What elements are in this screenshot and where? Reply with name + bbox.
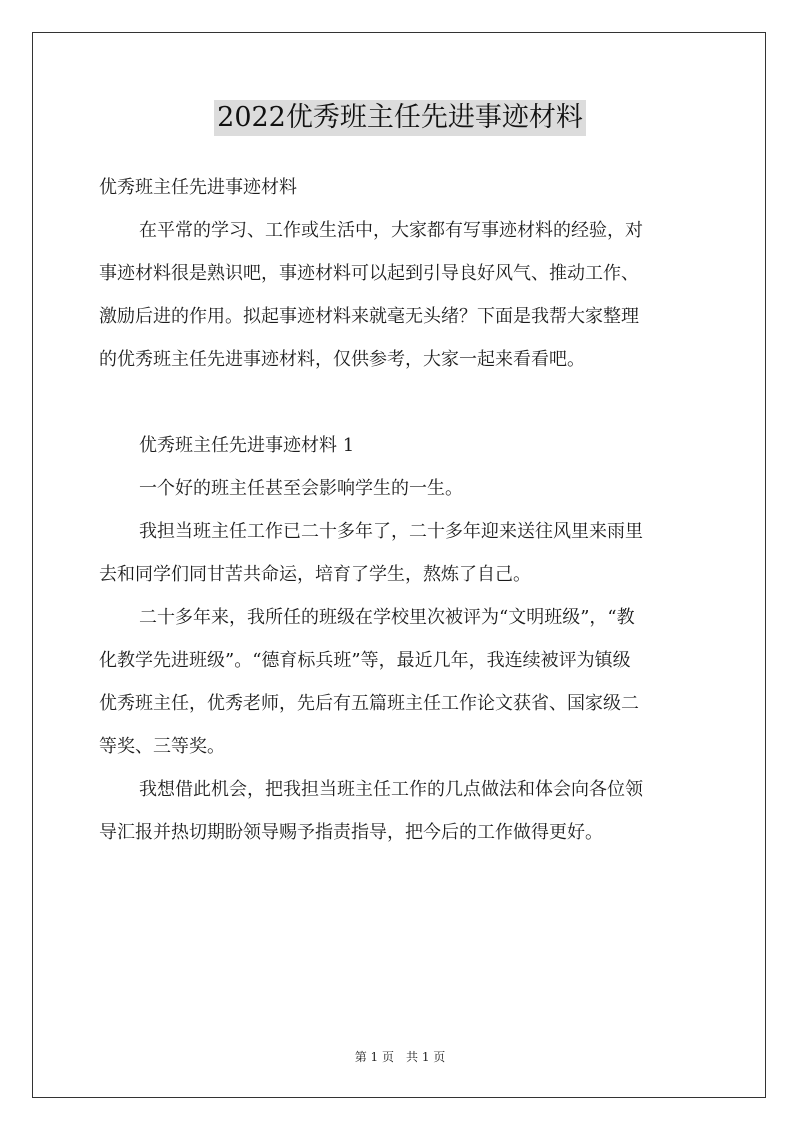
document-title: 2022优秀班主任先进事迹材料: [214, 100, 586, 136]
paragraph-line: 我想借此机会，把我担当班主任工作的几点做法和体会向各位领: [139, 779, 643, 800]
page-number: 第 1 页 共 1 页: [354, 1050, 446, 1064]
document-body: [99, 166, 703, 854]
intro-heading: 优秀班主任先进事迹材料: [99, 177, 297, 198]
paragraph-line: 的优秀班主任先进事迹材料，仅供参考，大家一起来看看吧。: [99, 349, 585, 370]
paragraph-line: 激励后进的作用。拟起事迹材料来就毫无头绪？下面是我帮大家整理: [99, 306, 639, 327]
paragraph-line: 等奖、三等奖。: [99, 736, 225, 757]
paragraph-line: 我担当班主任工作已二十多年了，二十多年迎来送往风里来雨里: [139, 521, 643, 542]
paragraph-1: 一个好的班主任甚至会影响学生的一生。: [139, 478, 463, 499]
paragraph-gap: [99, 381, 703, 424]
paragraph-line: 在平常的学习、工作或生活中，大家都有写事迹材料的经验，对: [139, 220, 643, 241]
paragraph-line: 去和同学们同甘苦共命运，培育了学生，熬炼了自己。: [99, 564, 531, 585]
paragraph-line: 化教学先进班级”。“德育标兵班”等，最近几年，我连续被评为镇级: [99, 650, 631, 671]
paragraph-line: 二十多年来，我所任的班级在学校里次被评为“文明班级”，“教: [139, 607, 635, 628]
paragraph-line: 优秀班主任，优秀老师，先后有五篇班主任工作论文获省、国家级二: [99, 693, 639, 714]
intro-paragraph: [99, 209, 703, 381]
paragraph-line: 事迹材料很是熟识吧，事迹材料可以起到引导良好风气、推动工作、: [99, 263, 639, 284]
page-footer: [0, 1048, 800, 1065]
paragraph-4: [99, 768, 703, 854]
paragraph-line: 导汇报并热切期盼领导赐予指责指导，把今后的工作做得更好。: [99, 822, 603, 843]
paragraph-2: [99, 510, 703, 596]
paragraph-3: [99, 596, 703, 768]
title-wrap: [0, 100, 800, 136]
section-heading: 优秀班主任先进事迹材料 1: [139, 435, 355, 456]
